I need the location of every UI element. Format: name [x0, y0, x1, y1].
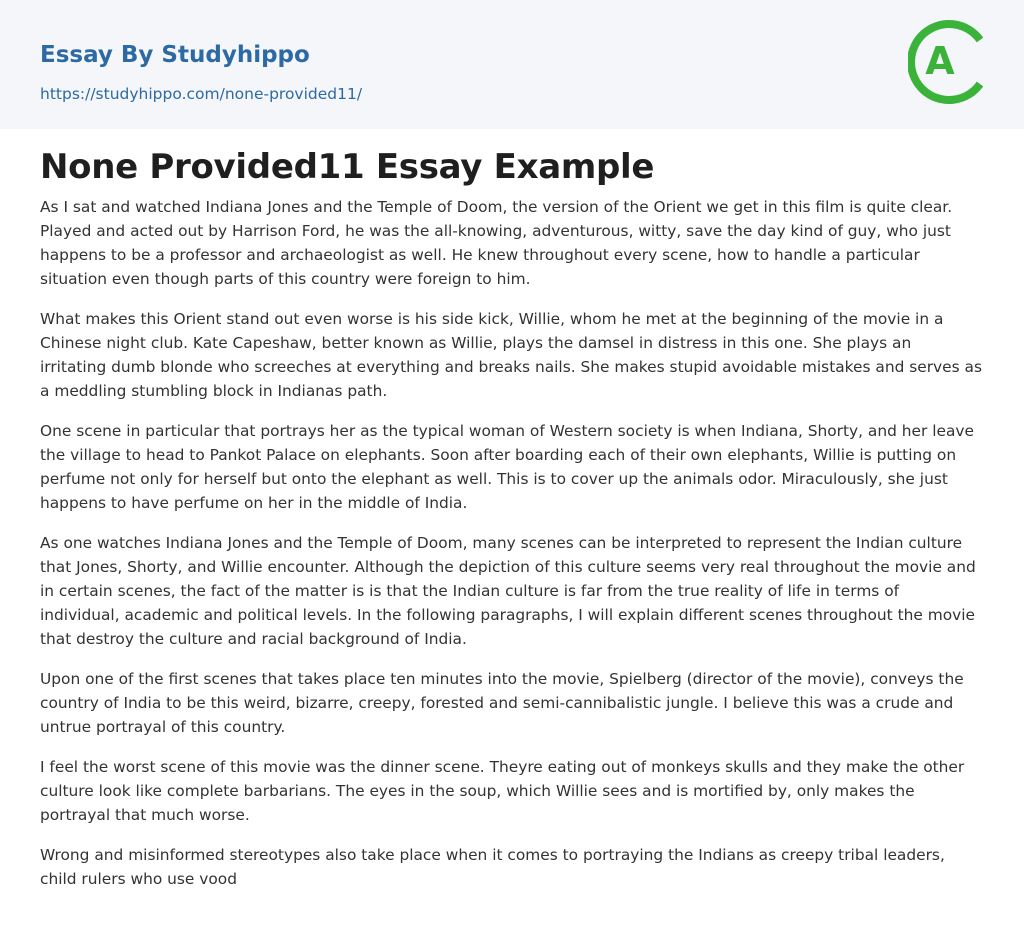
essay-paragraph: Wrong and misinformed stereotypes also take place when it comes to portraying the Indians as creepy tribal leaders, child rulers who use vood — [40, 846, 945, 888]
logo-letter: A — [925, 39, 955, 83]
essay-title: None Provided11 Essay Example — [40, 147, 655, 187]
site-brand[interactable]: Essay By Studyhippo — [40, 42, 310, 68]
page-url-link[interactable]: https://studyhippo.com/none-provided11/ — [40, 85, 363, 103]
essay-paragraph: One scene in particular that portrays her as the typical woman of Western society is when Indiana, Shorty, and her leave the village to head to Pankot Palace on elephants. Soon after boarding each of their own elephants, Willie is putting on perfume not only for herself but onto the elephant as well. This is to cover up the animals odor. Miraculously, she just happens to have perfume on her in the middle of India. — [40, 422, 974, 512]
essay-paragraph: Upon one of the first scenes that takes place ten minutes into the movie, Spielberg (director of the movie), conveys the country of India to be this weird, bizarre, creepy, forested and semi-cannibalistic jungle. I believe this was a crude and untrue portrayal of this country. — [40, 670, 964, 736]
essay-paragraph: As one watches Indiana Jones and the Temple of Doom, many scenes can be interpreted to represent the Indian culture that Jones, Shorty, and Willie encounter. Although the depiction of this culture seems very real throughout the movie and in certain scenes, the fact of the matter is is that the Indian culture is far from the true reality of life in terms of individual, academic and political levels. In the following paragraphs, I will explain different scenes throughout the movie that destroy the culture and racial background of India. — [40, 534, 976, 648]
essay-paragraph: As I sat and watched Indiana Jones and the Temple of Doom, the version of the Orient we get in this film is quite clear. Played and acted out by Harrison Ford, he was the all-knowing, adventurous, witty, save the day kind of guy, who just happens to be a professor and archaeologist as well. He knew throughout every scene, how to handle a particular situation even though parts of this country were foreign to him. — [40, 198, 953, 288]
essay-paragraph: What makes this Orient stand out even worse is his side kick, Willie, whom he met at the beginning of the movie in a Chinese night club. Kate Capeshaw, better known as Willie, plays the damsel in distress in this one. She plays an irritating dumb blonde who screeches at everything and breaks nails. She makes stupid avoidable mistakes and serves as a meddling stumbling block in Indianas path. — [40, 310, 982, 400]
site-header — [0, 0, 1024, 129]
essay-body — [40, 195, 982, 907]
studyhippo-logo-icon[interactable] — [908, 16, 992, 108]
essay-paragraph: I feel the worst scene of this movie was the dinner scene. Theyre eating out of monkeys skulls and they make the other culture look like complete barbarians. The eyes in the soup, which Willie sees and is mortified by, only makes the portrayal that much worse. — [40, 758, 965, 824]
